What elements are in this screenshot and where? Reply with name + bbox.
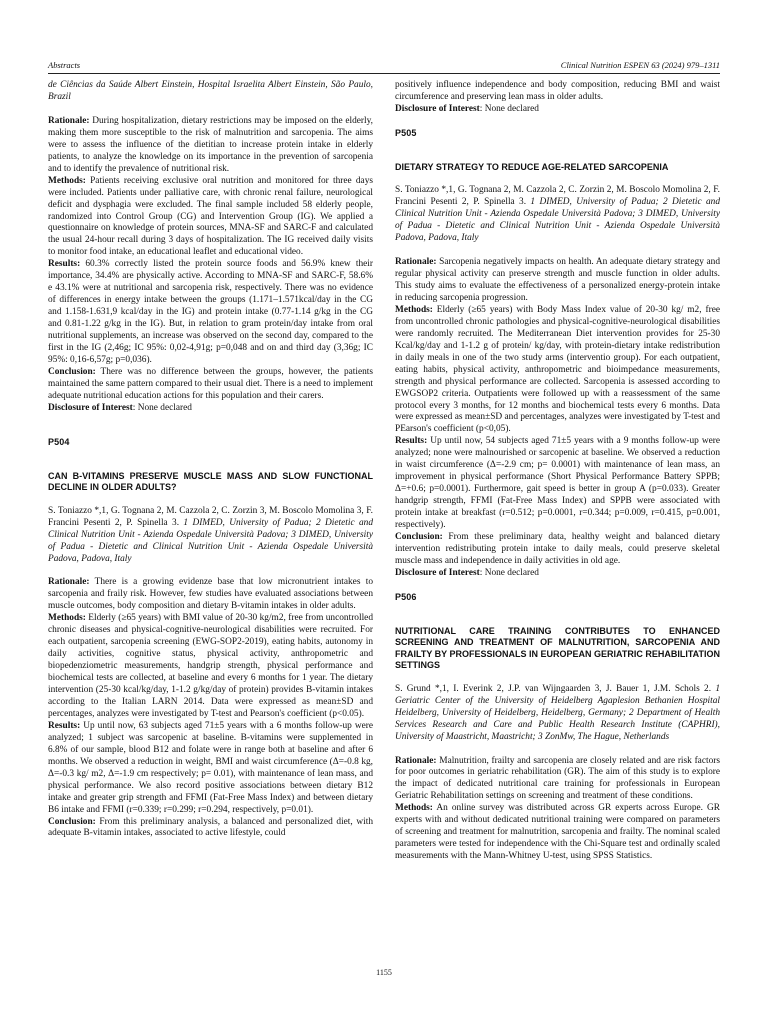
rationale-paragraph-p505 <box>395 257 720 305</box>
continued-paragraph: positively influence independence and body composition, reducing BMI and waist circumference and preserving lean mass in older adults. <box>395 80 720 102</box>
results-text: Up until now, 54 subjects aged 71±5 years with a 9 months follow-up were analyzed; none were malnourished or sarcopenic at baseline. We observed a reduction in waist circumference (Δ=-2.9 cm; p= 0.0001) with maintenance of lean mass, an improvement in physical performance (Short Physical Performance Battery SPPB; Δ=+0.6; p=0.0001). Furthermore, gait speed is better in group A (p=0.033). Greater handgrip strength, FFMI (Fat-Free Mass Index) and SPPB were associated with protein intake at breakfast (r=0.512; p=0.0001, r=0.344; p=0.009, r=0.415, p=0.001, respectively). <box>395 436 720 531</box>
conclusion-label: Conclusion: <box>48 366 96 377</box>
rationale-text: Malnutrition, frailty and sarcopenia are closely related and are risk factors for poor outcomes in geriatric rehabilitation (GR). The aim of this study is to explore the impact of dedicated nutritional care training for professionals in European Geriatric Rehabilitation settings on screening and treatment of these conditions. <box>395 755 720 802</box>
conclusion-paragraph <box>48 367 373 403</box>
abstract-title-p504: CAN B-VITAMINS PRESERVE MUSCLE MASS AND SLOW FUNCTIONAL DECLINE IN OLDER ADULTS? <box>48 470 373 493</box>
rationale-label: Rationale: <box>395 257 437 268</box>
author-names: S. Toniazzo *,1, G. Tognana 2, M. Cazzola 2, C. Zorzin 2, M. Boscolo Momolina 2, F. Francini Pesenti 2, P. Spinella 3. <box>395 185 720 208</box>
rationale-text: There is a growing evidenze base that low micronutrient intakes to sarcopenia and fraily risk. However, few studies have evaluated associations between muscle outcomes, body composition and dietary B-vitamin intakes in older adults. <box>48 577 373 612</box>
rationale-label: Rationale: <box>48 115 90 126</box>
methods-label: Methods: <box>395 304 433 315</box>
conclusion-paragraph-p505 <box>395 532 720 568</box>
methods-paragraph-p506 <box>395 803 720 863</box>
authors-p506 <box>395 684 720 744</box>
conclusion-label: Conclusion: <box>395 532 443 542</box>
results-paragraph <box>48 259 373 367</box>
conclusion-text: From these preliminary data, healthy weight and balanced dietary intervention redistributing protein intake to daily meals, could preserve skeletal muscle mass and independence in daily activities in old age. <box>395 532 720 566</box>
conclusion-text: From this preliminary analysis, a balanced and personalized diet, with adequate B-vitamin intakes, associated to active lifestyle, could <box>48 816 373 839</box>
rationale-label: Rationale: <box>395 755 437 766</box>
authors-p505 <box>395 185 720 245</box>
disclosure-paragraph-p505 <box>395 568 720 580</box>
methods-label: Methods: <box>48 175 86 186</box>
methods-text: Patients receiving exclusive oral nutrition and monitored for three days were included. Patients under palliative care, with chronic renal failure, neurological deficit and dysphagia were excluded. The final sample included 58 elderly people, randomized into Control Group (CG) and Intervention Group (IG). We applied a questionnaire on knowledge of protein sources, MNA-SF and SARC-F and calculated the usual 24-hour recall during 3 days of hospitalization. The IG received daily visits to monitor food intake, an educational leaflet and educational video. <box>48 175 373 258</box>
results-label: Results: <box>48 259 81 270</box>
methods-paragraph-p504 <box>48 613 373 721</box>
rationale-label: Rationale: <box>48 577 90 588</box>
abstract-title-p506: NUTRITIONAL CARE TRAINING CONTRIBUTES TO ENHANCED SCREENING AND TREATMENT OF MALNUTRITION, SARCOPENIA AND FRAILTY BY PROFESSIONALS IN EUROPEAN GERIATRIC REHABILITATION SETTINGS <box>395 625 721 671</box>
results-text: Up until now, 63 subjects aged 71±5 years with a 6 months follow-up were analyzed; 1 subject was sarcopenic at baseline. B-vitamins were supplemented in 6.8% of our sample, blood B12 and folate were in range both at baseline and after 6 months. We observed a reduction in weight, BMI and waist circumference (Δ=-0.8 kg, Δ=-0.3 kg/ m2, Δ=-1.9 cm respectively; p= 0.01), with maintenance of lean mass, and physical performance. We also record positive associations between dietary B12 intake and greater grip strength and FFMI (Fat-Free Mass Index) and between dietary B6 intake and FFMI (r=0.339; r=0.299; r=0.294, respectively, p=0.01). <box>48 720 373 815</box>
results-label: Results: <box>395 436 428 447</box>
affiliation-continued: de Ciências da Saúde Albert Einstein, Hospital Israelita Albert Einstein, São Paulo, Brazil <box>48 80 373 102</box>
methods-text: Elderly (≥65 years) with Body Mass Index value of 20-30 kg/ m2, free from uncontrolled chronic pathologies and physical-cognitive-neurological disabilities were randomly recruited. The Mediterranean Diet intervention provides for 25-30 Kcal/kg/day and 1-1.2 g of protein/ kg/day, with protein-dietary intake redistribution in daily meals in one of the two study arms (interventio group). For each outpatient, eating habits, physical activity, anthropometric and bioimpedance measurements, strength and physical performance are collected. Sarcopenia is assessed according to EWGSOP2 criteria. Outpatients were followed up with a reassessment of the same protocol every 3 months, for 12 months and biochemical tests every 6 months. Data were expressed as mean±SD and percentages, analyzes were investigated by T-test and PEarson's coefficient (p<0,05). <box>395 304 720 435</box>
disclosure-text: : None declared <box>479 103 539 114</box>
abstract-id-p506: P506 <box>395 591 417 602</box>
rationale-paragraph-p504 <box>48 577 373 613</box>
rationale-paragraph <box>48 116 373 176</box>
disclosure-paragraph <box>395 104 720 116</box>
author-names: S. Grund *,1, I. Everink 2, J.P. van Wijngaarden 3, J. Bauer 1, J.M. Schols 2. <box>395 683 712 694</box>
methods-paragraph-p505 <box>395 305 720 436</box>
page-number: 1155 <box>376 968 392 977</box>
methods-label: Methods: <box>395 803 433 814</box>
abstract-id-p505: P505 <box>395 127 417 138</box>
methods-paragraph <box>48 176 373 260</box>
abstract-title-p505: DIETARY STRATEGY TO REDUCE AGE-RELATED SARCOPENIA <box>395 161 669 172</box>
results-paragraph-p505 <box>395 436 720 532</box>
results-text: 60.3% correctly listed the protein source foods and 56.9% knew their importance, 34.4% are physically active. According to MNA-SF and SARC-F, 58.6% e 43.1% were at nutritional and sarcopenia risk, respectively. There was no evidence of differences in energy intake between the groups (1.171–1.571kcal/day in the CG and 1.158-1.631,9 kcal/day in the IG) and protein intake (0.77-1.14 g/kg in the CG and 0.81-1.22 g/kg in the IG). But, in relation to gram protein/day intake from oral nutritional supplements, an increase was observed on the second day, compared to the first in the IG (2,46g; IC 95%: 0,02-4,91g; p=0,048 and on and third day (3,36g; IC 95%: 0,16-6,57g; p=0,036). <box>48 259 373 365</box>
rationale-text: Sarcopenia negatively impacts on health. An adequate dietary strategy and regular physical activity can preserve strength and muscle function in older adults. This study aims to evaluate the effectiveness of a personalized energy-protein intake in reducing sarcopenia progression. <box>395 257 720 303</box>
methods-label: Methods: <box>48 613 86 624</box>
author-names: S. Toniazzo *,1, G. Tognana 2, M. Cazzola 2, C. Zorzin 3, M. Boscolo Momolina 3, F. Francini Pesenti 2, P. Spinella 3. <box>48 505 373 528</box>
conclusion-label: Conclusion: <box>48 816 96 827</box>
rationale-text: During hospitalization, dietary restrictions may be imposed on the elderly, making them more susceptible to the risk of malnutrition and sarcopenia. The aims were to assess the influence of the dietitian to increase protein intake in elderly patients, to analyze the knowledge on its importance in the prevention of sarcopenia and to identify the prevalence of nutritional risk. <box>48 115 373 174</box>
disclosure-label: Disclosure of Interest <box>395 103 480 114</box>
running-header-left: Abstracts <box>48 60 81 70</box>
methods-text: An online survey was distributed across GR experts across Europe. GR experts with and without dedicated nutritional training were compared on parameters of screening and treatment for malnutrition, sarcopenia and frailty. The nominal scaled parameters were tested for independence with the Chi-Square test and ordinally scaled measurements with the Mann-Whitney U-test, using SPSS Statistics. <box>395 803 720 862</box>
disclosure-text: : None declared <box>479 567 539 578</box>
author-affiliations: 1 Geriatric Center of the University of Heidelberg Agaplesion Bethanien Hospital Heidelberg, University of Heidelberg, Heidelberg, Germany; 2 Department of Health Services Research and Care and Public Health Research Institute (CAPHRI), University of Maastricht, Maastricht; 3 ZonMw, The Hague, Netherlands <box>395 683 720 742</box>
abstract-id-p504: P504 <box>48 436 70 447</box>
author-affiliations: 1 DIMED, University of Padua; 2 Dietetic and Clinical Nutrition Unit - Azienda Ospedale Università Padova; 3 DIMED, University of Padua - Dietetic and Clinical Nutrition Unit - Azienda Ospedale Università Padova, Padova, Italy <box>48 517 373 564</box>
author-affiliations: 1 DIMED, University of Padua; 2 Dietetic and Clinical Nutrition Unit - Azienda Ospedale Università Padova; 3 DIMED, University of Padua - Dietetic and Clinical Nutrition Unit - Azienda Ospedale Università Padova, Padova, Italy <box>395 197 720 244</box>
header-rule <box>48 73 720 74</box>
running-header-right: Clinical Nutrition ESPEN 63 (2024) 979–1311 <box>560 60 720 70</box>
authors-p504 <box>48 506 373 566</box>
rationale-paragraph-p506 <box>395 756 720 804</box>
results-label: Results: <box>48 720 81 731</box>
disclosure-paragraph <box>48 403 373 415</box>
disclosure-label: Disclosure of Interest <box>48 402 133 413</box>
conclusion-text: There was no difference between the groups, however, the patients maintained the same pattern compared to their usual diet. There is a need to implement adequate nutritional education actions for this population and their carers. <box>48 366 373 401</box>
results-paragraph-p504 <box>48 721 373 817</box>
disclosure-text: : None declared <box>132 402 192 413</box>
methods-text: Elderly (≥65 years) with BMI value of 20-30 kg/m2, free from uncontrolled chronic diseases and physical-cognitive-neurological disabilities were recruited. For each outpatient, sarcopenia screening (EWG-SOP2-2019), eating habits, autonomy in daily activities, cognitive status, physical activity, anthropometric and biopedenziometric measurements, handgrip strength, physical performance and biochemical tests are collected, at baseline and every 6 months for 1 year. The dietary intervention (25-30 kcal/kg/day, 1-1.2 g/kg/day of protein) provides B-vitamin intakes according to the Italian LARN 2014. Data were expressed as mean±SD and percentages, analyzes were investigated by T-test and Pearson's coefficient (p<0.05). <box>48 613 373 719</box>
left-column <box>48 80 373 840</box>
right-column <box>395 80 720 863</box>
conclusion-paragraph-p504 <box>48 817 373 841</box>
disclosure-label: Disclosure of Interest <box>395 567 480 578</box>
